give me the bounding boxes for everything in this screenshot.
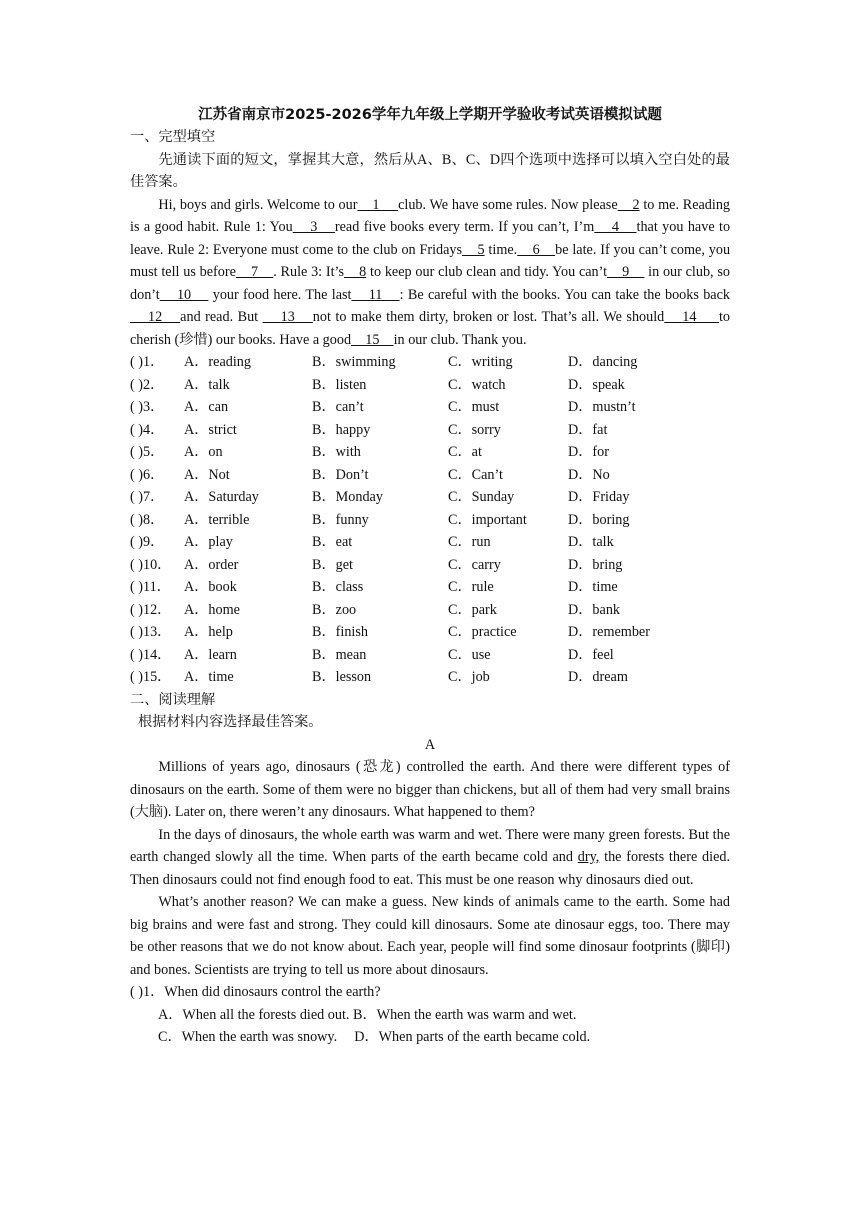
option-a: A．play	[184, 534, 233, 550]
option-c: C．at	[448, 444, 482, 460]
reading-q1-option-a: A．When all the forests died out.	[158, 1006, 350, 1023]
blank-14: 14	[664, 309, 719, 325]
blank-12: 12	[130, 309, 181, 325]
blank-2: 2	[617, 196, 640, 213]
reading-q1-option-c: C．When the earth was snowy.	[158, 1029, 338, 1045]
blank-11: 11	[351, 286, 400, 303]
option-d: D．for	[568, 444, 609, 460]
question-number: ( )14．	[130, 646, 172, 663]
cloze-question-row	[130, 554, 730, 577]
option-d: D．Friday	[568, 489, 630, 505]
option-b: B．swimming	[312, 354, 396, 370]
option-a: A．terrible	[184, 511, 250, 528]
question-number: ( )8．	[130, 511, 165, 528]
option-b: B．mean	[312, 646, 367, 663]
question-number: ( )4．	[130, 421, 165, 438]
option-a: A．on	[184, 444, 223, 460]
option-d: D．feel	[568, 646, 614, 663]
underlined-word: dry,	[577, 849, 600, 865]
question-number: ( )10．	[130, 556, 172, 573]
option-b: B．zoo	[312, 601, 357, 618]
option-b: B．can’t	[312, 399, 364, 415]
cloze-question-row	[130, 666, 730, 689]
option-c: C．Sunday	[448, 489, 515, 505]
option-b: B．funny	[312, 511, 369, 528]
option-a: A．order	[184, 556, 239, 573]
option-d: D．time	[568, 579, 618, 595]
option-c: C．park	[448, 601, 497, 618]
question-number: ( )13．	[130, 624, 172, 640]
option-b: B．get	[312, 556, 353, 573]
option-d: D．No	[568, 466, 610, 483]
reading-instruction: 根据材料内容选择最佳答案。	[138, 714, 323, 730]
option-d: D．boring	[568, 511, 630, 528]
option-c: C．carry	[448, 556, 501, 573]
question-number: ( )7．	[130, 489, 165, 505]
exam-page	[130, 104, 730, 1049]
blank-5: 5	[462, 241, 485, 258]
reading-paragraph-3: What’s another reason? We can make a guess. New kinds of animals came to the earth. Some had big brains and were fast and strong. They could kill dinosaurs. Some ate dinosaur eggs, too. There may be other reasons that we do not know about. Each year, people will find some dinosaur footprints (脚印) and bones. Scientists are trying to tell us more about dinosaurs.	[130, 894, 730, 978]
section-heading-reading: 二、阅读理解	[130, 691, 216, 708]
option-c: C．must	[448, 399, 500, 415]
cloze-question-row	[130, 531, 730, 554]
option-a: A．learn	[184, 646, 237, 663]
question-number: ( )12．	[130, 601, 172, 618]
option-d: D．talk	[568, 534, 614, 550]
question-number: ( )11．	[130, 579, 171, 595]
cloze-question-row	[130, 419, 730, 442]
cloze-question-row	[130, 509, 730, 532]
cloze-question-row	[130, 464, 730, 487]
cloze-question-row	[130, 621, 730, 644]
passage-label: A	[424, 736, 436, 753]
option-c: C．Can’t	[448, 466, 503, 483]
option-a: A．Not	[184, 466, 230, 483]
cloze-question-row	[130, 644, 730, 667]
cloze-question-row	[130, 599, 730, 622]
option-c: C．use	[448, 646, 491, 663]
blank-1: 1	[357, 196, 399, 213]
option-a: A．talk	[184, 376, 230, 393]
option-a: A．book	[184, 579, 237, 595]
option-d: D．dancing	[568, 354, 638, 370]
option-a: A．help	[184, 624, 233, 640]
option-c: C．practice	[448, 624, 517, 640]
question-number: ( )6．	[130, 466, 165, 483]
option-d: D．bank	[568, 601, 621, 618]
blank-10: 10	[159, 286, 209, 303]
question-number: ( )1．	[130, 354, 165, 370]
reading-paragraph-1: Millions of years ago, dinosaurs (恐龙) controlled the earth. And there were different types of dinosaurs on the earth. Some of them were no bigger than chickens, but all of them had very small brains (大脑). Later on, there weren’t any dinosaurs. What happened to them?	[130, 759, 730, 820]
cloze-instruction: 先通读下面的短文，掌握其大意，然后从A、B、C、D四个选项中选择可以填入空白处的最佳答案。	[130, 151, 730, 190]
option-b: B．happy	[312, 421, 371, 438]
question-number: ( )15．	[130, 669, 172, 685]
blank-9: 9	[607, 264, 645, 280]
option-b: B．lesson	[312, 669, 372, 685]
question-number: ( )2．	[130, 376, 165, 393]
blank-4: 4	[594, 219, 637, 235]
option-d: D．bring	[568, 556, 623, 573]
option-b: B．Monday	[312, 489, 383, 505]
option-a: A．time	[184, 669, 234, 685]
option-a: A．can	[184, 399, 229, 415]
reading-question-1: ( )1．When did dinosaurs control the earth?	[130, 984, 381, 1000]
cloze-question-row	[130, 576, 730, 599]
option-b: B．Don’t	[312, 466, 369, 483]
question-number: ( )3．	[130, 399, 165, 415]
option-c: C．watch	[448, 376, 506, 393]
option-a: A．strict	[184, 421, 237, 438]
option-b: B．class	[312, 579, 364, 595]
blank-3: 3	[292, 219, 335, 235]
option-c: C．rule	[448, 579, 494, 595]
cloze-question-row	[130, 396, 730, 419]
option-a: A．reading	[184, 354, 251, 370]
reading-paragraph-2: In the days of dinosaurs, the whole earth was warm and wet. There were many green forests. But the earth changed slowly all the time. When parts of the earth became cold and dry, the forests there died. Then dinosaurs could not find enough food to eat. This must be one reason why dinosaurs died out.	[130, 826, 731, 888]
question-number: ( )5．	[130, 444, 165, 460]
cloze-question-row	[130, 351, 730, 374]
cloze-question-row	[130, 374, 730, 397]
reading-q1-option-d: D．When parts of the earth became cold.	[354, 1029, 591, 1045]
reading-q1-options-row-2	[130, 1026, 730, 1049]
blank-6: 6	[517, 241, 556, 258]
blank-15: 15	[351, 331, 394, 348]
option-b: B．finish	[312, 624, 368, 640]
option-c: C．writing	[448, 354, 513, 370]
option-c: C．job	[448, 669, 490, 685]
option-a: A．Saturday	[184, 489, 259, 505]
option-c: C．sorry	[448, 421, 501, 438]
option-b: B．with	[312, 444, 361, 460]
option-d: D．remember	[568, 624, 650, 640]
blank-8: 8	[344, 264, 367, 280]
reading-q1-option-b: B．When the earth was warm and wet.	[353, 1006, 577, 1023]
option-d: D．fat	[568, 421, 608, 438]
blank-13: 13	[262, 309, 313, 325]
question-number: ( )9．	[130, 534, 165, 550]
option-b: B．listen	[312, 376, 367, 393]
cloze-question-row	[130, 486, 730, 509]
option-c: C．important	[448, 511, 527, 528]
option-d: D．mustn’t	[568, 399, 636, 415]
section-heading-cloze: 一、完型填空	[130, 129, 216, 145]
cloze-question-row	[130, 441, 730, 464]
cloze-passage: Hi, boys and girls. Welcome to our 1 club. We have some rules. Now please 2 to me. Reading is a good habit. Rule 1: You 3 read five books every term. If you can’t, I’m 4 that you have to leave. Rule 2: Everyone must come to the club on Fridays 5 time. 6 be late. If you can’t come, you must tell us before 7 . Rule 3: It’s 8 to keep our club clean and tidy. You can’t 9 in our club, so don’t 10 your food here. The last 11 : Be careful with the books. You can take the books back 12 and read. But 13 not to make them dirty, broken or lost. That’s all. We should 14 to cherish (珍惜) our books. Have a good 15 in our club. Thank you.	[130, 196, 731, 348]
page-title: 江苏省南京市2025-2026学年九年级上学期开学验收考试英语模拟试题	[198, 107, 662, 123]
cloze-question-list	[130, 351, 730, 689]
option-d: D．speak	[568, 376, 625, 393]
option-d: D．dream	[568, 669, 628, 685]
blank-7: 7	[235, 264, 274, 280]
option-c: C．run	[448, 534, 491, 550]
option-a: A．home	[184, 601, 240, 618]
option-b: B．eat	[312, 534, 353, 550]
reading-q1-options-row-1	[130, 1004, 730, 1027]
